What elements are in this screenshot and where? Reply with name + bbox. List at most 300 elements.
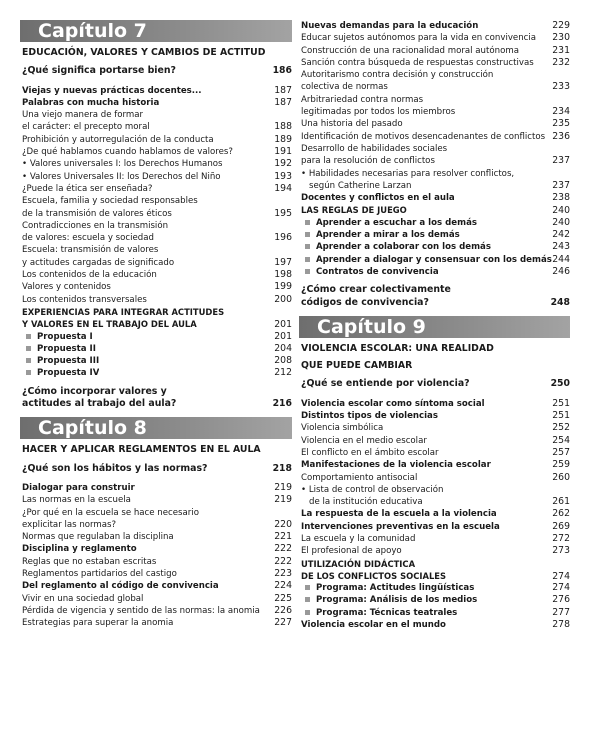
toc-entry-line [20,97,292,109]
entry-title-text: Contradicciones en la transmisión [22,220,169,231]
entry-title [22,318,197,330]
page-number: 278 [552,619,570,631]
toc-entry-line [20,121,292,133]
toc-entry [299,508,570,520]
entry-title-text: Programa: Análisis de los medios [316,595,478,606]
toc-entry [299,378,570,390]
entry-title [22,386,167,398]
entry-title [301,410,438,422]
entry-title [22,195,198,207]
toc-entry [299,594,570,606]
entry-title [22,507,199,519]
page-number: 219 [274,481,292,493]
entry-title [22,208,172,220]
page-number: 243 [552,241,570,253]
entry-title-text: Propuesta IV [37,368,100,379]
toc-entry-line [299,284,570,296]
page-number: 240 [552,205,570,217]
toc-entry [20,109,292,134]
entry-title-text: Contratos de convivencia [316,266,439,277]
page-number: 238 [552,192,570,204]
toc-entry [20,355,292,367]
entry-title-text: Y VALORES EN EL TRABAJO DEL AULA [22,319,197,330]
toc-column-left [20,18,292,629]
entry-title-text: UTILIZACIÓN DIDÁCTICA [301,558,416,569]
page-number: 189 [274,133,292,145]
page-number: 261 [552,496,570,508]
entry-title [22,556,156,568]
toc-entry [20,556,292,568]
entry-title-text: Autoritarismo contra decisión y construcción [301,70,494,81]
entry-title [22,134,214,146]
toc-entry-line [20,398,292,410]
toc-entry [299,435,570,447]
entry-title [301,558,415,570]
page-number: 233 [552,81,570,93]
entry-title-text: El profesional de apoyo [301,546,402,557]
entry-title [22,121,150,133]
page-number: 227 [274,617,292,629]
square-bullet-icon [305,610,310,615]
page-number: 224 [274,580,292,592]
entry-title [22,183,152,195]
toc-entry [20,195,292,220]
toc-entry [299,521,570,533]
entry-title-text: Distintos tipos de violencias [301,411,438,422]
toc-entry-line [299,619,570,631]
entry-title-text: de la institución educativa [309,497,423,508]
page-number: 262 [552,508,570,520]
entry-title [37,355,99,367]
entry-title-text: Educar sujetos autónomos para la vida en convivencia [301,33,537,44]
entry-title [316,229,460,241]
entry-title [301,131,545,143]
toc-entry-line [299,118,570,130]
toc-entry-line [20,494,292,506]
toc-entry [20,494,292,506]
toc-entry [299,254,570,266]
entry-title [22,171,221,183]
entry-title [22,482,135,494]
chapter-subtitle-line: VIOLENCIA ESCOLAR: UNA REALIDAD [301,342,494,354]
entry-title [301,508,497,520]
page-number: 276 [552,594,570,606]
page-number: 212 [274,367,292,379]
chapter-subtitle-line: HACER Y APLICAR REGLAMENTOS EN EL AULA [22,444,261,456]
toc-entry-line [20,331,292,343]
page-number: 204 [274,342,292,354]
toc-entry [20,85,292,97]
toc-entry [20,617,292,629]
toc-entry-line [20,531,292,543]
entry-title [22,605,260,617]
entry-title-text: Valores y contenidos [22,282,111,293]
page-number: 188 [274,121,292,133]
toc-entry [20,171,292,183]
page-number: 192 [274,158,292,170]
toc-entry-line [299,558,570,570]
toc-entry-line [20,134,292,146]
toc-entry-line [20,208,292,220]
toc-entry-line [299,594,570,606]
entry-title-text: según Catherine Larzan [309,180,412,191]
page-number: 237 [552,155,570,167]
entry-title-text: Los contenidos transversales [22,294,147,305]
entry-title-text: Palabras con mucha historia [22,97,160,108]
entry-title-text: Propuesta III [37,356,100,367]
toc-entry [20,367,292,379]
toc-entry-line [20,605,292,617]
entry-title-text: Comportamiento antisocial [301,472,418,483]
toc-entry-line [299,168,570,180]
toc-entry [299,45,570,57]
toc-entry-line [299,266,570,278]
page-number: 259 [552,459,570,471]
entry-title-text: ¿Qué son los hábitos y las normas? [22,462,208,474]
chapter-banner: Capítulo 8 [20,417,292,439]
toc-entry [20,306,292,331]
entry-title-text: La respuesta de la escuela a la violencia [301,509,497,520]
entry-title-text: Escuela, familia y sociedad responsables [22,196,198,207]
entry-title [22,281,111,293]
page-number: 199 [274,281,292,293]
entry-title [22,463,207,475]
entry-title-text: Escuela: transmisión de valores [22,245,159,256]
entry-title [301,447,439,459]
toc-entry-line [20,386,292,398]
toc-entry-line [20,269,292,281]
entry-title [22,306,224,318]
toc-entry [20,568,292,580]
toc-entry-line [299,69,570,81]
entry-title-text: Las normas en la escuela [22,495,131,506]
entry-title-text: Intervenciones preventivas en la escuela [301,521,500,532]
page-number: 260 [552,471,570,483]
page-number: 193 [274,170,292,182]
entry-title [301,32,536,44]
toc-entry-line [20,195,292,207]
page-number: 219 [274,494,292,506]
toc-entry [299,582,570,594]
toc-entry-line [299,204,570,216]
entry-title-text: ¿Cómo crear colectivamente [301,284,451,296]
entry-title [301,619,446,631]
entry-title-text: EXPERIENCIAS PARA INTEGRAR ACTITUDES [22,306,225,317]
page-number: 222 [274,555,292,567]
toc-entry [299,266,570,278]
toc-entry [20,146,292,158]
toc-entry-line [299,398,570,410]
toc-entry [20,244,292,269]
toc-entry [20,507,292,532]
entry-title [301,57,534,69]
toc-entry-line [299,106,570,118]
entry-title-text: Lista de control de observación [308,484,444,495]
toc-entry [299,484,570,509]
entry-title-text: códigos de convivencia? [301,296,429,308]
toc-entry-line [299,81,570,93]
toc-entry-line [299,422,570,434]
toc-entry-line [299,545,570,557]
square-bullet-icon [26,334,31,339]
entry-title-text: Aprender a escuchar a los demás [316,217,477,228]
entry-title [22,97,159,109]
entry-title [301,118,403,130]
toc-entry-line [20,343,292,355]
chapter-subtitle [20,444,292,456]
toc-entry-line [20,580,292,592]
entry-title [301,168,514,180]
entry-title [22,398,176,410]
toc-entry-line [299,155,570,167]
page-number: 274 [552,570,570,582]
entry-title [316,594,477,606]
toc-entry-line [20,294,292,306]
toc-entry [299,192,570,204]
toc-entry-line [299,32,570,44]
entry-title [22,543,137,555]
entry-title [316,266,439,278]
page-number: 220 [274,518,292,530]
toc-entry-line [20,281,292,293]
toc-entry-line [299,521,570,533]
entry-title-text: Del reglamento al código de convivencia [22,581,219,592]
toc-entry [299,57,570,69]
toc-entry-line [299,435,570,447]
entry-title [301,204,407,216]
toc-entry-line [299,241,570,253]
entry-title-text: y actitudes cargadas de significado [22,257,175,268]
entry-title-text: Disciplina y reglamento [22,544,137,555]
page-number: 226 [274,604,292,616]
toc-column-right [299,20,570,631]
entry-title [316,217,477,229]
toc-entry-line [299,472,570,484]
entry-title [301,422,383,434]
toc-entry-line [20,158,292,170]
page-number: 187 [274,84,292,96]
entry-title-text: Aprender a mirar a los demás [316,230,460,241]
entry-title-text: Docentes y conflictos en el aula [301,193,455,204]
entry-title [22,494,131,506]
entry-title [301,533,415,545]
entry-title-text: Arbitrariedad contra normas [301,94,424,105]
toc-entry-line [20,220,292,232]
toc-entry [20,331,292,343]
page-number: 237 [552,179,570,191]
toc-entry-line [20,507,292,519]
toc-entry [20,294,292,306]
square-bullet-icon [305,597,310,602]
entry-title [37,343,96,355]
chapter-subtitle [20,47,292,59]
entry-title [301,155,435,167]
toc-entry-line [299,94,570,106]
toc-entry-line [20,568,292,580]
entry-title-text: Reglas que no estaban escritas [22,556,157,567]
toc-entry-line [20,85,292,97]
page-number: 196 [274,232,292,244]
entry-title [301,472,417,484]
entry-title [22,232,154,244]
entry-title [22,531,174,543]
toc-entry-line [20,306,292,318]
page-number: 225 [274,592,292,604]
toc-entry-line [20,183,292,195]
entry-title-text: Habilidades necesarias para resolver conflictos, [308,168,515,179]
toc-entry-line [20,109,292,121]
entry-title [301,378,470,390]
entry-title-text: Violencia escolar en el mundo [301,620,446,631]
entry-title-text: Normas que regulaban la disciplina [22,532,174,543]
entry-title [301,69,493,81]
entry-title-text: Prohibición y autorregulación de la conducta [22,134,214,145]
square-bullet-icon [305,269,310,274]
page-number: 231 [552,44,570,56]
toc-entry-line [299,254,570,266]
entry-title [316,254,552,266]
toc-entry-line [20,65,292,77]
entry-title [316,241,491,253]
toc-entry-line [299,459,570,471]
entry-title-text: ¿De qué hablamos cuando hablamos de valores? [22,147,233,158]
page-number: 242 [552,229,570,241]
toc-entry-line [299,131,570,143]
square-bullet-icon [26,370,31,375]
toc-entry [299,131,570,143]
toc-entry [20,281,292,293]
entry-title-text: ¿Puede la ética ser enseñada? [22,183,153,194]
entry-title [309,496,423,508]
toc-entry-line [20,355,292,367]
entry-title [301,20,478,32]
page-number: 246 [552,265,570,277]
entry-title [22,244,158,256]
entry-title [22,519,116,531]
page-number: 248 [550,296,570,308]
entry-title [22,269,157,281]
entry-title-text: Valores universales I: los Derechos Humanos [29,159,223,170]
entry-title [301,545,402,557]
page-number: 250 [550,378,570,390]
entry-title [22,158,223,170]
entry-title [301,435,427,447]
entry-title-text: Pérdida de vigencia y sentido de las normas: la anomia [22,605,260,616]
toc-entry [299,69,570,94]
page-number: 274 [552,582,570,594]
entry-title-text: Valores Universales II: los Derechos del Niño [29,171,221,182]
toc-entry-line [299,57,570,69]
entry-title-text: ¿Cómo incorporar valores y [22,385,167,397]
entry-title [301,484,443,496]
toc-entry [299,168,570,193]
entry-title-text: explicitar las normas? [22,519,117,530]
entry-title [22,65,176,77]
entry-title [37,331,93,343]
entry-title [301,81,388,93]
entry-title-text: Vivir en una sociedad global [22,593,144,604]
page-number: 229 [552,20,570,31]
toc-entry-line [299,297,570,309]
square-bullet-icon [26,346,31,351]
toc-entry-line [20,318,292,330]
page-number: 230 [552,32,570,44]
entry-title-text: Aprender a colaborar con los demás [316,242,491,253]
toc-entry-line [20,232,292,244]
page-number: 277 [552,606,570,618]
toc-entry-line [299,143,570,155]
toc-entry [299,447,570,459]
entry-title-text: colectiva de normas [301,82,388,93]
page-number: 194 [274,182,292,194]
toc-entry [20,543,292,555]
toc-entry-line [20,482,292,494]
entry-title-text: Aprender a dialogar y consensuar con los demás [316,254,552,265]
page-number: 201 [274,330,292,342]
toc-entry [299,20,570,32]
toc-entry [299,619,570,631]
entry-title-text: Programa: Actitudes lingüísticas [316,583,475,594]
entry-title [301,570,446,582]
entry-title [37,367,99,379]
page-number: 200 [274,293,292,305]
toc-entry [299,558,570,583]
page-number: 186 [272,65,292,77]
page-number: 201 [274,319,292,331]
toc-entry [20,593,292,605]
entry-title [301,459,491,471]
entry-title-text: Programa: Técnicas teatrales [316,607,458,618]
entry-title [22,146,233,158]
entry-title [301,192,455,204]
page-number: 223 [274,567,292,579]
toc-entry-line [299,410,570,422]
page-number: 244 [552,253,570,265]
toc-entry-line [20,367,292,379]
page-number: 273 [552,545,570,557]
entry-title-text: Violencia escolar como síntoma social [301,398,485,409]
page-number: 254 [552,434,570,446]
page-number: 198 [274,269,292,281]
toc-entry [299,410,570,422]
toc-entry [20,220,292,245]
page-number: 216 [272,398,292,410]
toc-entry [299,94,570,119]
toc-entry [299,204,570,216]
toc-entry-line [299,447,570,459]
chapter-banner: Capítulo 7 [20,20,292,42]
page-number: 195 [274,207,292,219]
toc-entry [299,229,570,241]
toc-entry-line [20,593,292,605]
toc-entry [20,463,292,475]
entry-title-text: Una historia del pasado [301,119,403,130]
entry-title-text: Violencia simbólica [301,423,384,434]
entry-title [22,85,202,97]
entry-title-text: Dialogar para construir [22,482,135,493]
entry-title [22,257,174,269]
toc-entry-line [299,570,570,582]
toc-entry [20,183,292,195]
toc-entry [299,422,570,434]
entry-title [301,143,447,155]
toc-entry [20,134,292,146]
page-number: 269 [552,520,570,532]
entry-title-text: Identificación de motivos desencadenantes de conflictos [301,131,546,142]
page-number: 236 [552,130,570,142]
page-number: 191 [274,146,292,158]
chapter-subtitle-line: QUE PUEDE CAMBIAR [301,360,413,372]
